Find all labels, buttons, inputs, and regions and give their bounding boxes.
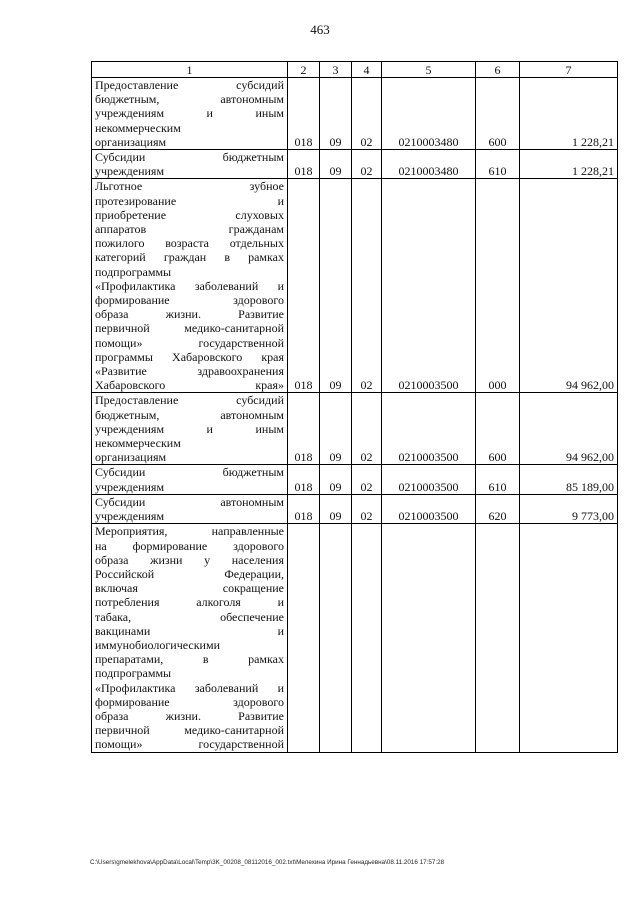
- target-article-code: 0210003500: [382, 494, 476, 523]
- target-article-code: 0210003500: [382, 179, 476, 393]
- description-line: учреждениям: [95, 479, 165, 494]
- description-line: образа жизни у населения: [95, 552, 284, 567]
- description-line: учреждениям: [95, 509, 165, 524]
- description-line: формирование здорового: [95, 293, 284, 308]
- description-line: подпрограммы: [95, 264, 172, 279]
- description-line: Российской Федерации,: [95, 566, 284, 581]
- description-line: организациям: [95, 450, 167, 465]
- table-row: [92, 465, 618, 494]
- description-line: Хабаровского края»: [95, 378, 284, 393]
- header-col-4: 4: [352, 62, 382, 78]
- section-code: 09: [320, 150, 352, 179]
- section-code: 09: [320, 494, 352, 523]
- description-line: учреждениям и иным: [95, 106, 284, 121]
- description-line: приобретение слуховых: [95, 207, 284, 222]
- amount-value: 94 962,00: [520, 393, 618, 465]
- description-line: первичной медико-санитарной: [95, 723, 284, 738]
- description-line: организациям: [95, 134, 167, 149]
- description-line: Субсидии бюджетным: [95, 465, 284, 480]
- header-col-7: 7: [520, 62, 618, 78]
- description-line: подпрограммы: [95, 666, 172, 681]
- description-line: Субсидии автономным: [95, 494, 284, 509]
- target-article-code: [382, 524, 476, 752]
- row-description: [92, 78, 288, 150]
- description-line: образа жизни. Развитие: [95, 307, 284, 322]
- expense-type-code: 620: [476, 494, 520, 523]
- description-line: Субсидии бюджетным: [95, 150, 284, 165]
- table-header-row: [92, 62, 618, 78]
- description-line: «Профилактика заболеваний и: [95, 680, 284, 695]
- row-description: [92, 465, 288, 494]
- description-line: включая сокращение: [95, 581, 284, 596]
- expense-type-code: 600: [476, 393, 520, 465]
- section-code: 09: [320, 465, 352, 494]
- expense-type-code: 600: [476, 78, 520, 150]
- row-description: [92, 393, 288, 465]
- row-description: [92, 179, 288, 393]
- subsection-code: 02: [352, 150, 382, 179]
- amount-value: 9 773,00: [520, 494, 618, 523]
- row-description: [92, 524, 288, 752]
- description-line: Льготное зубное: [95, 179, 284, 194]
- ministry-code: [288, 524, 320, 752]
- description-line: Предоставление субсидий: [95, 393, 284, 408]
- expense-type-code: 610: [476, 150, 520, 179]
- ministry-code: 018: [288, 179, 320, 393]
- amount-value: 1 228,21: [520, 78, 618, 150]
- table-row: [92, 78, 618, 150]
- ministry-code: 018: [288, 150, 320, 179]
- amount-value: 85 189,00: [520, 465, 618, 494]
- header-col-6: 6: [476, 62, 520, 78]
- page-number: 463: [310, 22, 330, 37]
- target-article-code: 0210003500: [382, 465, 476, 494]
- table-row: [92, 179, 618, 393]
- target-article-code: 0210003500: [382, 393, 476, 465]
- subsection-code: 02: [352, 179, 382, 393]
- expense-type-code: [476, 524, 520, 752]
- amount-value: 94 962,00: [520, 179, 618, 393]
- description-line: Мероприятия, направленные: [95, 524, 284, 539]
- description-line: «Развитие здравоохранения: [95, 364, 284, 379]
- header-col-2: 2: [288, 62, 320, 78]
- target-article-code: 0210003480: [382, 150, 476, 179]
- description-line: препаратами, в рамках: [95, 652, 284, 667]
- table-row: [92, 494, 618, 523]
- header-col-1: 1: [92, 62, 288, 78]
- description-line: некоммерческим: [95, 120, 181, 135]
- row-description: [92, 150, 288, 179]
- subsection-code: 02: [352, 78, 382, 150]
- section-code: 09: [320, 179, 352, 393]
- description-line: программы Хабаровского края: [95, 349, 284, 364]
- table-row: [92, 524, 618, 752]
- description-line: помощи» государственной: [95, 335, 284, 350]
- description-line: бюджетным, автономным: [95, 92, 284, 107]
- description-line: аппаратов гражданам: [95, 222, 284, 237]
- ministry-code: 018: [288, 78, 320, 150]
- description-line: категорий граждан в рамках: [95, 250, 284, 265]
- description-line: пожилого возраста отдельных: [95, 236, 284, 251]
- amount-value: [520, 524, 618, 752]
- description-line: на формирование здорового: [95, 538, 284, 553]
- ministry-code: 018: [288, 465, 320, 494]
- subsection-code: 02: [352, 465, 382, 494]
- table-row: [92, 150, 618, 179]
- description-line: бюджетным, автономным: [95, 407, 284, 422]
- description-line: Предоставление субсидий: [95, 78, 284, 92]
- file-path-footer: C:\Users\gmelekhova\AppData\Local\Temp\3K_00208_08112016_002.txt\Мелехина Ирина Геннадьевна\08.11.2016 17:57:28: [90, 859, 445, 866]
- row-description: [92, 494, 288, 523]
- expense-type-code: 610: [476, 465, 520, 494]
- description-line: вакцинами и: [95, 623, 284, 638]
- description-line: потребления алкоголя и: [95, 595, 284, 610]
- header-col-3: 3: [320, 62, 352, 78]
- description-line: иммунобиологическими: [95, 637, 220, 652]
- description-line: образа жизни. Развитие: [95, 708, 284, 723]
- subsection-code: 02: [352, 494, 382, 523]
- section-code: [320, 524, 352, 752]
- description-line: некоммерческим: [95, 436, 181, 451]
- description-line: помощи» государственной: [95, 737, 284, 752]
- budget-table: [91, 61, 618, 753]
- description-line: учреждениям и иным: [95, 421, 284, 436]
- header-col-5: 5: [382, 62, 476, 78]
- table-row: [92, 393, 618, 465]
- subsection-code: 02: [352, 393, 382, 465]
- description-line: табака, обеспечение: [95, 609, 284, 624]
- ministry-code: 018: [288, 494, 320, 523]
- section-code: 09: [320, 78, 352, 150]
- description-line: первичной медико-санитарной: [95, 321, 284, 336]
- description-line: учреждениям: [95, 164, 165, 179]
- description-line: «Профилактика заболеваний и: [95, 278, 284, 293]
- section-code: 09: [320, 393, 352, 465]
- description-line: протезирование и: [95, 193, 284, 208]
- description-line: формирование здорового: [95, 694, 284, 709]
- expense-type-code: 000: [476, 179, 520, 393]
- amount-value: 1 228,21: [520, 150, 618, 179]
- ministry-code: 018: [288, 393, 320, 465]
- target-article-code: 0210003480: [382, 78, 476, 150]
- subsection-code: [352, 524, 382, 752]
